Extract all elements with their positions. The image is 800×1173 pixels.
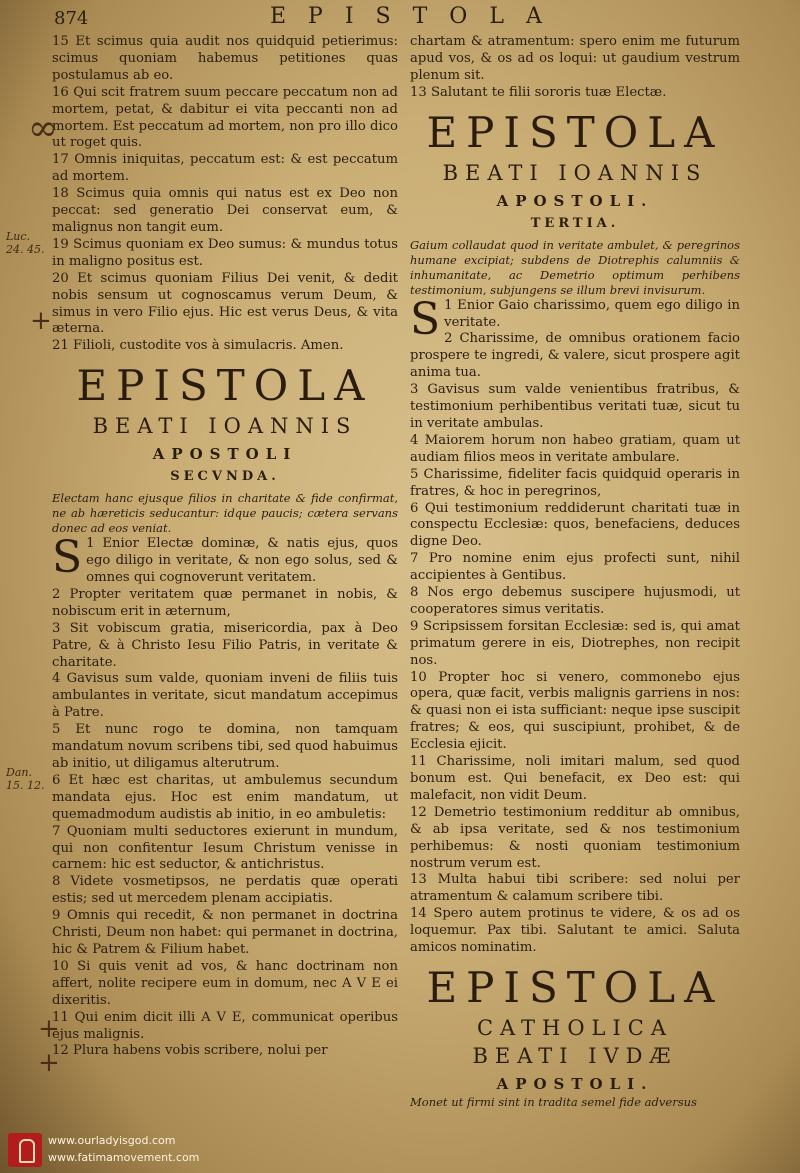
verse: 13 Salutant te filii sororis tuæ Electæ.	[410, 84, 667, 100]
verse: 9 Omnis qui recedit, & non permanet in doctrina Christi, Deum non habet: qui permanet in doctrina, hic & Patrem & Filium habet.	[52, 908, 398, 957]
verse: 8 Videte vosmetipsos, ne perdatis quæ operati estis; sed ut mercedem plenam accipiatis.	[52, 874, 398, 907]
verse: 2 Propter veritatem quæ permanet in nobis, & nobiscum erit in æternum,	[52, 586, 398, 619]
first-verse-text: 1 Enior Electæ dominæ, & natis ejus, quos ego diligo in veritate, & non ego solus, sed & omnes qui cognoverunt veritatem.	[86, 536, 398, 586]
handwritten-cross-mark: +	[38, 1048, 60, 1078]
verse: 8 Nos ergo debemus suscipere hujusmodi, ut cooperatores simus veritatis.	[410, 585, 740, 617]
verse: 7 Pro nomine enim ejus profecti sunt, nihil accipientes à Gentibus.	[410, 551, 740, 584]
verse: 11 Qui enim dicit illi A V E, communicat operibus ejus malignis.	[52, 1009, 398, 1042]
epistle-author: BEATI IOANNIS	[92, 414, 358, 439]
epistle-catholica: CATHOLICA	[476, 1015, 674, 1040]
verse: 6 Qui testimonium reddiderunt charitati tuæ in conspectu Ecclesiæ: quos, benefaciens, deduces digne Deo.	[410, 500, 740, 550]
first-verse	[52, 532, 398, 587]
epistle-apostle: APOSTOLI	[152, 445, 298, 464]
verse: 14 Spero autem protinus te videre, & os ad os loquemur. Pax tibi. Salutant te amici. Saluta amicos nominatim.	[410, 906, 740, 956]
verse: 11 Charissime, noli imitari malum, sed quod bonum est. Qui benefacit, ex Deo est: qui malefacit, non vidit Deum.	[410, 754, 740, 803]
page-number: 874	[54, 8, 89, 29]
handwritten-cross-mark: +	[30, 306, 52, 336]
verse: 2 Charissime, de omnibus orationem facio prospere te ingredi, & valere, sicut prospere agit anima tua.	[410, 331, 740, 381]
verse: 15 Et scimus quia audit nos quidquid petierimus: scimus quoniam habemus petitiones quas postulamus ab eo.	[52, 34, 398, 83]
chapter-argument: Monet ut firmi sint in tradita semel fide adversus	[410, 1094, 697, 1109]
verse: 13 Multa habui tibi scribere: sed nolui per atramentum & calamum scribere tibi.	[410, 872, 740, 905]
chapter-argument: Electam hanc ejusque filios in charitate & fide confirmat, ne ab hæreticis seducantur: idque paucis; cætera servans donec ad eos veniat.	[52, 491, 398, 536]
epistle-author: BEATI IOANNIS	[442, 160, 708, 185]
epistle-author: BEATI IVDÆ	[472, 1043, 678, 1068]
site-url[interactable]: www.ourladyisgod.com	[48, 1134, 176, 1147]
verse: 3 Gavisus sum valde venientibus fratribus, & testimonium perhibentibus veritati tuæ, sicut tu in veritate ambulas.	[410, 382, 740, 431]
verse: 12 Plura habens vobis scribere, nolui per	[52, 1043, 328, 1059]
site-url[interactable]: www.fatimamovement.com	[48, 1151, 200, 1164]
verse: 9 Scripsissem forsitan Ecclesiæ: sed is, qui amat primatum gerere in eis, Diotrephes, non recipit nos.	[410, 618, 740, 668]
epistle-title: EPISTOLA	[76, 361, 374, 411]
verse: 16 Qui scit fratrem suum peccare peccatum non ad mortem, petat, & dabitur ei vita peccanti non ad mortem. Est peccatum ad mortem, non pro illo dico ut roget quis.	[52, 84, 398, 151]
running-title: EPISTOLA	[270, 4, 564, 29]
verse: 5 Et nunc rogo te domina, non tamquam mandatum novum scribens tibi, sed quod habuimus ab initio, ut diligamus alterutrum.	[52, 722, 398, 771]
drop-cap: S	[410, 293, 441, 345]
verse: chartam & atramentum: spero enim me futurum apud vos, & os ad os loqui: ut gaudium vestrum plenum sit.	[410, 34, 740, 83]
verse: 4 Maiorem horum non habeo gratiam, quam ut audiam filios meos in veritate ambulare.	[410, 432, 740, 465]
epistle-ordinal: TERTIA.	[530, 215, 620, 231]
verse: 17 Omnis iniquitas, peccatum est: & est peccatum ad mortem.	[52, 152, 398, 185]
verse: 3 Sit vobiscum gratia, misericordia, pax à Deo Patre, & à Christo Iesu Filio Patris, in veritate & charitate.	[52, 620, 398, 670]
epistle-apostle: APOSTOLI.	[496, 191, 654, 210]
verse: 19 Scimus quoniam ex Deo sumus: & mundus totus in maligno positus est.	[52, 236, 398, 269]
right-column	[410, 34, 740, 1110]
verse: 10 Si quis venit ad vos, & hanc doctrinam non affert, nolite recipere eum in domum, nec A V E ei dixeritis.	[52, 958, 398, 1008]
verse: 10 Propter hoc si venero, commonebo ejus opera, quæ facit, verbis malignis garriens in nos: & quasi non ei ista sufficiant: neque ipse suscipit fratres; & eos, qui suscipiunt, prohibet, & de Ecclesia ejicit.	[410, 669, 740, 753]
epistle-title: EPISTOLA	[426, 107, 724, 157]
verse: 7 Quoniam multi seductores exierunt in mundum, qui non confitentur Iesum Christum venisse in carnem: hic est seductor, & antichristus.	[52, 823, 398, 873]
verse: 12 Demetrio testimonium redditur ab omnibus, & ab ipsa veritate, sed & nos testimonium perhibemus: & nosti quoniam testimonium nostrum verum est.	[410, 804, 740, 871]
handwritten-flourish-mark: ∞	[28, 108, 58, 149]
site-logo-icon	[8, 1133, 42, 1167]
drop-cap: S	[52, 532, 83, 584]
chapter-argument: Gaium collaudat quod in veritate ambulet, & peregrinos humane excipiat; subdens de Diotrephis calumniis & inhumanitate, ac Demetrio optimum perhibens testimonium, subjungens se illum brevi invisurum.	[410, 237, 740, 297]
verse: 21 Filioli, custodite vos à simulacris. Amen.	[52, 338, 344, 354]
first-verse	[410, 293, 740, 345]
epistle-ordinal: SECVNDA.	[170, 469, 280, 485]
verse: 6 Et hæc est charitas, ut ambulemus secundum mandata ejus. Hoc est enim mandatum, ut quemadmodum audistis ab initio, in eo ambuletis:	[52, 772, 398, 822]
verse: 18 Scimus quia omnis qui natus est ex Deo non peccat: sed generatio Dei conservat eum, & malignus non tangit eum.	[52, 186, 398, 235]
margin-note: Dan. 15. 12.	[6, 766, 45, 792]
margin-note: Luc. 24. 45.	[6, 230, 45, 256]
verse: 20 Et scimus quoniam Filius Dei venit, & dedit nobis sensum ut cognoscamus verum Deum, & simus in vero Filio ejus. Hic est verus Deus, & vita æterna.	[52, 270, 398, 337]
watermark-footer	[0, 1127, 800, 1173]
left-column	[52, 34, 398, 1060]
epistle-title: EPISTOLA	[426, 962, 724, 1012]
page-header	[0, 4, 800, 28]
epistle-apostle: APOSTOLI.	[496, 1074, 654, 1093]
verse: 5 Charissime, fideliter facis quidquid operaris in fratres, & hoc in peregrinos,	[410, 466, 740, 499]
verse: 4 Gavisus sum valde, quoniam inveni de filiis tuis ambulantes in veritate, sicut mandatum accepimus à Patre.	[52, 671, 398, 721]
first-verse-text: 1 Enior Gaio charissimo, quem ego diligo in veritate.	[444, 297, 740, 330]
handwritten-cross-mark: +	[38, 1014, 60, 1044]
